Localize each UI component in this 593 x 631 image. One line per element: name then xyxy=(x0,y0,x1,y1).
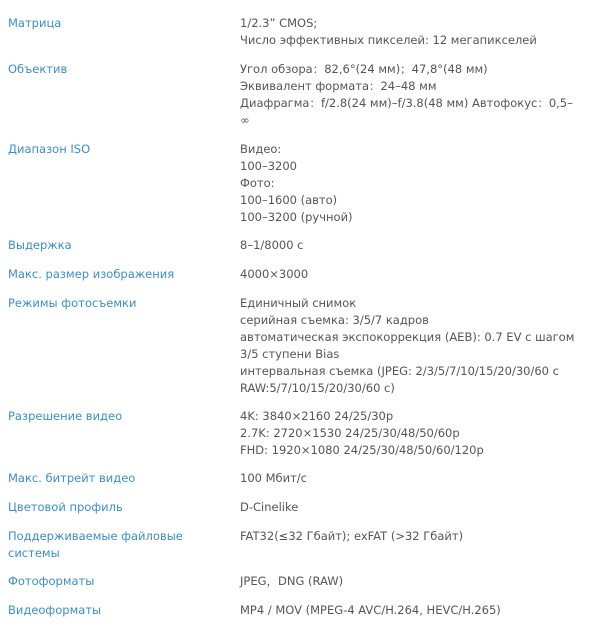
spec-value-line: Диафрагма：f/2.8(24 мм)–f/3.8(48 мм) Автофокус：0,5–∞ xyxy=(240,96,573,127)
spec-row-shutter xyxy=(0,237,593,266)
spec-row-color-profile xyxy=(0,499,593,528)
spec-label: Режимы фотосъемки xyxy=(8,296,137,310)
spec-row-sensor xyxy=(0,15,593,61)
spec-label: Поддерживаемые файловые системы xyxy=(8,529,183,560)
spec-value-line: серийная съемка: 3/5/7 кадров xyxy=(240,313,429,327)
spec-value xyxy=(240,295,579,397)
spec-label: Макс. битрейт видео xyxy=(8,471,136,485)
spec-label: Фотоформаты xyxy=(8,574,95,588)
spec-value xyxy=(240,528,579,545)
spec-label: Разрешение видео xyxy=(8,409,123,423)
spec-value-line: Фото: xyxy=(240,176,275,190)
spec-value-line: 100–1600 (авто) xyxy=(240,193,338,207)
spec-label: Матрица xyxy=(8,16,62,30)
spec-value-line: 1/2.3” CMOS; xyxy=(240,16,318,30)
spec-value-line: JPEG，DNG (RAW) xyxy=(240,574,344,588)
spec-value-line: 8–1/8000 с xyxy=(240,238,304,252)
spec-label: Макс. размер изображения xyxy=(8,267,175,281)
spec-value-line: 100 Мбит/с xyxy=(240,471,307,485)
spec-value-line: автоматическая экспокоррекция (AEB): 0.7 EV с шагом 3/5 ступени Bias xyxy=(240,330,575,361)
spec-value-line: 100–3200 (ручной) xyxy=(240,210,353,224)
spec-value xyxy=(240,499,579,516)
spec-row-max-image-size xyxy=(0,266,593,295)
spec-label: Объектив xyxy=(8,62,68,76)
spec-row-file-systems xyxy=(0,528,593,573)
spec-label: Выдержка xyxy=(8,238,72,252)
spec-value xyxy=(240,237,579,254)
spec-value-line: Число эффективных пикселей: 12 мегапикселей xyxy=(240,33,537,47)
spec-value xyxy=(240,266,579,283)
spec-value-line: Единичный снимок xyxy=(240,296,357,310)
spec-value xyxy=(240,141,579,226)
spec-value-line: интервальная съемка (JPEG: 2/3/5/7/10/15/20/30/60 с RAW:5/7/10/15/20/30/60 с) xyxy=(240,364,559,395)
spec-value-line: D-Cinelike xyxy=(240,500,299,514)
spec-value-line: Угол обзора：82,6°(24 мм)；47,8°(48 мм) xyxy=(240,62,488,76)
spec-value-line: FHD: 1920×1080 24/25/30/48/50/60/120p xyxy=(240,443,484,457)
spec-value-line: 2.7K: 2720×1530 24/25/30/48/50/60p xyxy=(240,426,460,440)
spec-value-line: 100–3200 xyxy=(240,159,297,173)
spec-row-iso xyxy=(0,141,593,237)
spec-label: Диапазон ISO xyxy=(8,142,91,156)
spec-label: Цветовой профиль xyxy=(8,500,123,514)
spec-value-line: 4000×3000 xyxy=(240,267,309,281)
spec-row-photo-modes xyxy=(0,295,593,408)
spec-value-line: FAT32(≤32 Гбайт); exFAT (>32 Гбайт) xyxy=(240,529,464,543)
spec-row-video-resolution xyxy=(0,408,593,470)
spec-value-line: Видео: xyxy=(240,142,282,156)
spec-value-line: 4K: 3840×2160 24/25/30p xyxy=(240,409,394,423)
spec-value xyxy=(240,61,579,129)
spec-value xyxy=(240,15,579,49)
spec-value-line: MP4 / MOV (MPEG-4 AVC/H.264, HEVC/H.265) xyxy=(240,603,501,617)
spec-value xyxy=(240,573,579,590)
spec-value xyxy=(240,470,579,487)
spec-row-lens xyxy=(0,61,593,141)
spec-value xyxy=(240,408,579,459)
spec-value xyxy=(240,602,579,619)
spec-row-video-formats xyxy=(0,602,593,631)
spec-row-max-bitrate xyxy=(0,470,593,499)
spec-label: Видеоформаты xyxy=(8,603,102,617)
spec-value-line: Эквивалент формата：24–48 мм xyxy=(240,79,437,93)
spec-row-photo-formats xyxy=(0,573,593,602)
